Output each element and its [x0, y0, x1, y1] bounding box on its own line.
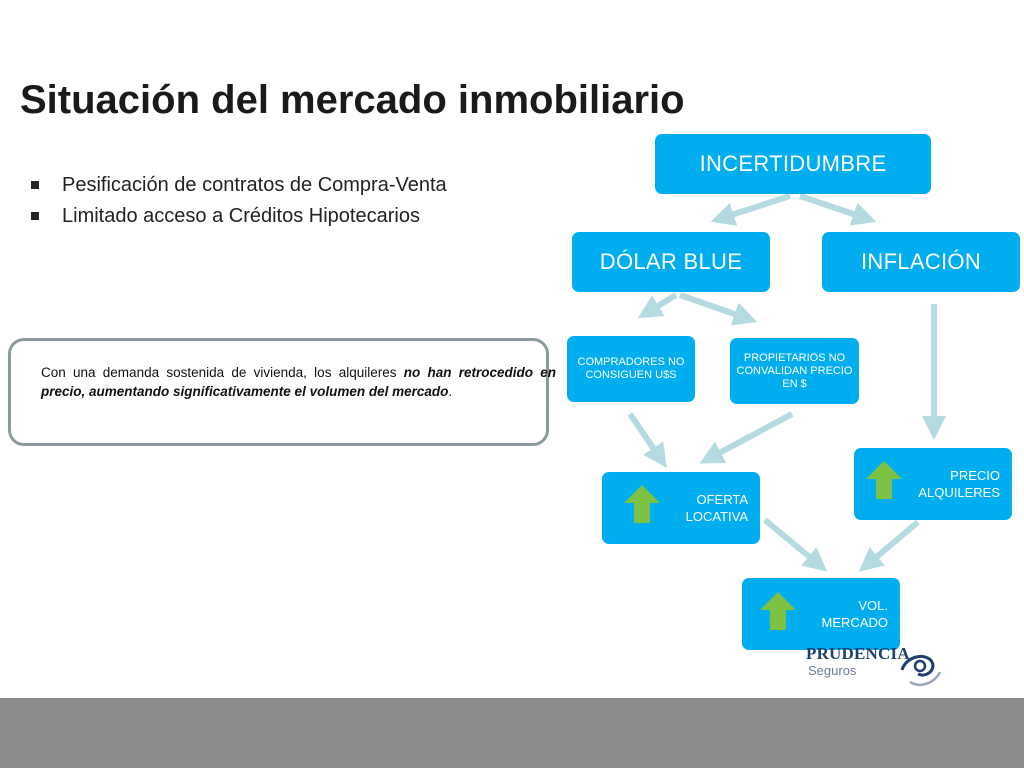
node-compradores [567, 336, 695, 402]
up-arrow-icon [760, 592, 796, 630]
bullet-item: Limitado acceso a Créditos Hipotecarios [28, 201, 447, 232]
node-propietarios [730, 338, 859, 404]
arrow-incertidumbre-inflacion [800, 196, 865, 218]
node-precio-alquileres [854, 448, 1012, 520]
arrow-compradores-oferta [630, 414, 660, 458]
node-oferta-label: OFERTA LOCATIVA [685, 492, 748, 524]
arrow-dolar-propietarios [680, 295, 746, 318]
node-incertidumbre-label: INCERTIDUMBRE [699, 151, 887, 176]
bullet-item: Pesificación de contratos de Compra-Venta [28, 170, 447, 201]
logo-name: PRUDENCIA [806, 644, 910, 663]
node-dolar-blue [572, 232, 770, 292]
node-compradores-label: COMPRADORES NO CONSIGUEN U$S [577, 356, 685, 381]
node-oferta-locativa [602, 472, 760, 544]
arrow-incertidumbre-dolar [722, 196, 790, 218]
node-propietarios-label: PROPIETARIOS NO CONVALIDAN PRECIO EN $ [736, 351, 853, 390]
node-dolar-blue-label: DÓLAR BLUE [599, 249, 743, 274]
node-precio-label: PRECIO ALQUILERES [918, 468, 1000, 500]
footer-bar [0, 698, 1024, 768]
logo-subtitle: Seguros [808, 663, 857, 678]
node-inflacion-label: INFLACIÓN [860, 249, 982, 274]
callout-text-before: Con una demanda sostenida de vivienda, los alquileres [41, 365, 404, 380]
node-incertidumbre [655, 134, 931, 194]
slide-title: Situación del mercado inmobiliario [20, 78, 685, 122]
callout-emphasis: no han retrocedido en precio, aumentando significativamente el volumen del mercado [41, 365, 557, 399]
prudencia-logo [806, 644, 946, 688]
arrow-propietarios-oferta [710, 414, 792, 458]
up-arrow-icon [624, 485, 660, 523]
node-volumen-label: VOL. MERCADO [821, 598, 888, 630]
node-inflacion [822, 232, 1020, 292]
arrow-oferta-volumen [765, 520, 818, 564]
logo-swirl-icon [896, 644, 942, 688]
arrow-precio-volumen [868, 522, 918, 564]
up-arrow-icon [866, 461, 902, 499]
callout-text-after: . [448, 384, 453, 399]
arrow-dolar-compradores [648, 295, 676, 312]
node-vol-mercado [742, 578, 900, 650]
